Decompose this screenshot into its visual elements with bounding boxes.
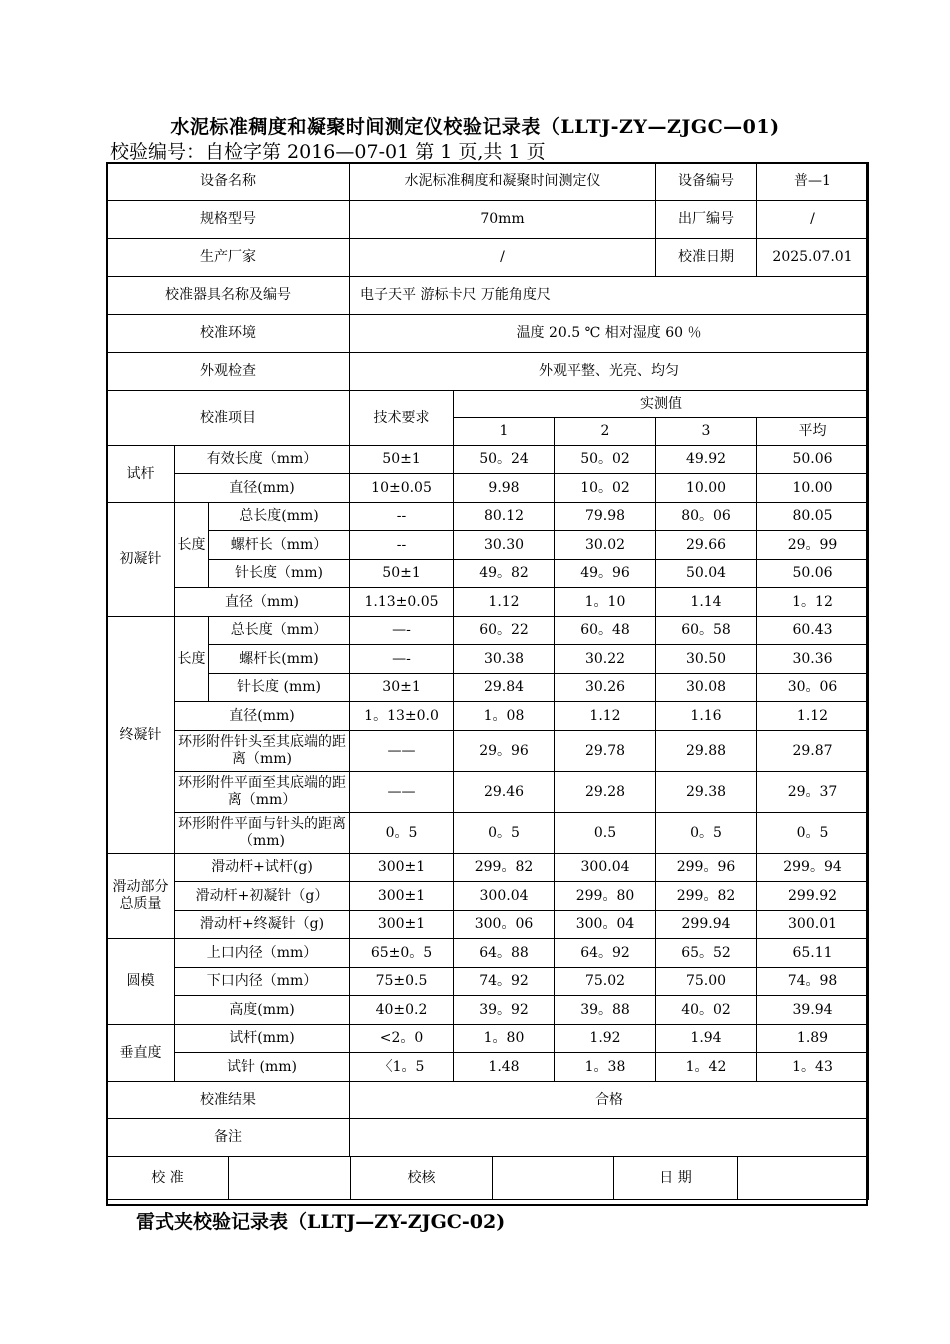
row-value: 30.02 (555, 531, 656, 560)
row-value: 0。5 (656, 813, 757, 854)
row-req: 10±0.05 (350, 474, 454, 503)
row-value: 29.78 (555, 731, 656, 772)
row-name: 高度(mm) (175, 996, 350, 1025)
instruments-label: 校准器具名称及编号 (107, 277, 350, 315)
row-value: 29.84 (454, 674, 555, 702)
row-value: 300.04 (454, 882, 555, 911)
row-value: 30.26 (555, 674, 656, 702)
row-value: 299。82 (454, 854, 555, 882)
info-row-model (107, 201, 869, 239)
row-req: —— (350, 772, 454, 813)
document-title: 水泥标准稠度和凝聚时间测定仪校验记录表（LLTJ-ZY—ZJGC—01) (170, 116, 780, 138)
row-value: 49。82 (454, 560, 555, 588)
row-value: 29.28 (555, 772, 656, 813)
row-value: 74。92 (454, 968, 555, 996)
row-avg: 299.92 (757, 882, 869, 911)
factory-no-label: 出厂编号 (656, 201, 757, 239)
row-avg: 1.89 (757, 1025, 869, 1053)
row-value: 60。58 (656, 617, 757, 645)
maker-value: / (350, 239, 656, 277)
row-value: 300.04 (555, 854, 656, 882)
row-avg: 29.87 (757, 731, 869, 772)
table-row (107, 813, 869, 854)
calibration-record-table (106, 162, 868, 1200)
header-measured: 实测值 (454, 391, 869, 418)
row-req: 40±0.2 (350, 996, 454, 1025)
row-name: 螺杆长(mm) (209, 645, 350, 674)
row-name: 试杆(mm) (175, 1025, 350, 1053)
group-sliding-mass: 滑动部分总质量 (107, 854, 175, 939)
row-name: 试针 (mm) (175, 1053, 350, 1082)
row-value: 10。02 (555, 474, 656, 503)
model-value: 70mm (350, 201, 656, 239)
appearance-label: 外观检查 (107, 353, 350, 391)
row-value: 1.14 (656, 588, 757, 617)
row-name: 针长度（mm) (209, 560, 350, 588)
row-value: 40。02 (656, 996, 757, 1025)
date-field[interactable] (738, 1157, 869, 1200)
header-col-1: 1 (454, 418, 555, 446)
table-row (107, 645, 869, 674)
device-name-value: 水泥标准稠度和凝聚时间测定仪 (350, 163, 656, 201)
row-value: 60。22 (454, 617, 555, 645)
row-req: —- (350, 617, 454, 645)
header-col-3: 3 (656, 418, 757, 446)
row-value: 29.66 (656, 531, 757, 560)
row-value: 300。04 (555, 911, 656, 939)
row-avg: 74。98 (757, 968, 869, 996)
factory-no-value: / (757, 201, 869, 239)
row-value: 29.88 (656, 731, 757, 772)
device-name-label: 设备名称 (107, 163, 350, 201)
row-value: 49。96 (555, 560, 656, 588)
row-value: 80.12 (454, 503, 555, 531)
group-mould: 圆模 (107, 939, 175, 1025)
row-req: 50±1 (350, 446, 454, 474)
row-avg: 300.01 (757, 911, 869, 939)
table-row (107, 617, 869, 645)
row-value: 1.92 (555, 1025, 656, 1053)
row-avg: 299。94 (757, 854, 869, 882)
row-req: 1。13±0.0 (350, 702, 454, 731)
row-name: 直径(mm) (175, 702, 350, 731)
row-avg: 50.06 (757, 560, 869, 588)
row-name: 环形附件平面与针头的距离（mm) (175, 813, 350, 854)
table-row (107, 560, 869, 588)
calibrator-label: 校 准 (107, 1157, 229, 1200)
group-final-needle: 终凝针 (107, 617, 175, 854)
calib-date-label: 校准日期 (656, 239, 757, 277)
row-value: 64。92 (555, 939, 656, 968)
row-name: 螺杆长（mm） (209, 531, 350, 560)
table-row (107, 474, 869, 503)
row-name: 总长度（mm） (209, 617, 350, 645)
row-avg: 0。5 (757, 813, 869, 854)
row-name: 环形附件针头至其底端的距离（mm) (175, 731, 350, 772)
row-value: 29.38 (656, 772, 757, 813)
table-row (107, 531, 869, 560)
next-form-title: 雷式夹校验记录表（LLTJ—ZY-ZJGC-02) (136, 1211, 506, 1233)
row-req: 30±1 (350, 674, 454, 702)
row-req: 65±0。5 (350, 939, 454, 968)
checker-field[interactable] (493, 1157, 614, 1200)
row-req: 300±1 (350, 911, 454, 939)
env-value: 温度 20.5 ℃ 相对湿度 60 ％ (350, 315, 869, 353)
group-rod: 试杆 (107, 446, 175, 503)
row-value: 1.12 (454, 588, 555, 617)
row-value: 10.00 (656, 474, 757, 503)
row-value: 60。48 (555, 617, 656, 645)
row-value: 300。06 (454, 911, 555, 939)
row-value: 1。08 (454, 702, 555, 731)
row-value: 1.94 (656, 1025, 757, 1053)
row-value: 30.50 (656, 645, 757, 674)
row-value: 1。80 (454, 1025, 555, 1053)
row-value: 64。88 (454, 939, 555, 968)
row-value: 79.98 (555, 503, 656, 531)
row-value: 1。38 (555, 1053, 656, 1082)
row-avg: 50.06 (757, 446, 869, 474)
row-avg: 65.11 (757, 939, 869, 968)
row-req: 50±1 (350, 560, 454, 588)
row-avg: 60.43 (757, 617, 869, 645)
calibrator-field[interactable] (229, 1157, 351, 1200)
device-no-label: 设备编号 (656, 163, 757, 201)
info-row-instruments (107, 277, 869, 315)
table-row (107, 1053, 869, 1082)
remark-value[interactable] (350, 1119, 869, 1157)
table-row (107, 996, 869, 1025)
row-name: 下口内径（mm） (175, 968, 350, 996)
row-value: 1。10 (555, 588, 656, 617)
table-row (107, 939, 869, 968)
remark-label: 备注 (107, 1119, 350, 1157)
row-req: 300±1 (350, 854, 454, 882)
row-value: 65。52 (656, 939, 757, 968)
row-req: 〈1。5 (350, 1053, 454, 1082)
table-row (107, 1025, 869, 1053)
date-label: 日 期 (614, 1157, 738, 1200)
row-name: 滑动杆+初凝针（g） (175, 882, 350, 911)
row-req: 75±0.5 (350, 968, 454, 996)
model-label: 规格型号 (107, 201, 350, 239)
maker-label: 生产厂家 (107, 239, 350, 277)
document-subtitle: 校验编号：自检字第 2016—07-01 第 1 页,共 1 页 (110, 141, 546, 163)
table-row (107, 446, 869, 474)
table-row (107, 702, 869, 731)
row-value: 299。80 (555, 882, 656, 911)
group-initial-needle: 初凝针 (107, 503, 175, 617)
row-value: 30.30 (454, 531, 555, 560)
info-row-env (107, 315, 869, 353)
row-avg: 39.94 (757, 996, 869, 1025)
row-avg: 80.05 (757, 503, 869, 531)
row-avg: 30。06 (757, 674, 869, 702)
group-perpendicularity: 垂直度 (107, 1025, 175, 1082)
instruments-value: 电子天平 游标卡尺 万能角度尺 (350, 277, 869, 315)
result-row (107, 1082, 869, 1119)
row-value: 30.38 (454, 645, 555, 674)
row-value: 49.92 (656, 446, 757, 474)
header-col-2: 2 (555, 418, 656, 446)
row-name: 环形附件平面至其底端的距离（mm） (175, 772, 350, 813)
row-value: 0。5 (454, 813, 555, 854)
table-row (107, 911, 869, 939)
row-value: 29.46 (454, 772, 555, 813)
table-row (107, 588, 869, 617)
info-row-appearance (107, 353, 869, 391)
table-row (107, 503, 869, 531)
row-name: 针长度 (mm) (209, 674, 350, 702)
row-req: 1.13±0.05 (350, 588, 454, 617)
row-req: —- (350, 645, 454, 674)
header-row-1 (107, 391, 869, 418)
table-row (107, 968, 869, 996)
row-value: 80。06 (656, 503, 757, 531)
table-row (107, 674, 869, 702)
row-value: 1.48 (454, 1053, 555, 1082)
row-req: 300±1 (350, 882, 454, 911)
calib-date-value: 2025.07.01 (757, 239, 869, 277)
row-value: 29。96 (454, 731, 555, 772)
row-value: 30.22 (555, 645, 656, 674)
row-value: 50.04 (656, 560, 757, 588)
row-value: 299。96 (656, 854, 757, 882)
row-avg: 10.00 (757, 474, 869, 503)
row-value: 9.98 (454, 474, 555, 503)
row-value: 299。82 (656, 882, 757, 911)
row-value: 1.12 (555, 702, 656, 731)
header-item: 校准项目 (107, 391, 350, 446)
device-no-value: 普—1 (757, 163, 869, 201)
row-avg: 29。37 (757, 772, 869, 813)
table-row (107, 854, 869, 882)
result-label: 校准结果 (107, 1082, 350, 1119)
row-req: <2。0 (350, 1025, 454, 1053)
row-value: 75.02 (555, 968, 656, 996)
table-row (107, 731, 869, 772)
row-name: 有效长度（mm） (175, 446, 350, 474)
info-row-device (107, 163, 869, 201)
row-avg: 1。12 (757, 588, 869, 617)
info-row-maker (107, 239, 869, 277)
group-length: 长度 (175, 617, 209, 702)
row-name: 总长度(mm) (209, 503, 350, 531)
table-row (107, 772, 869, 813)
result-value: 合格 (350, 1082, 869, 1119)
row-value: 299.94 (656, 911, 757, 939)
row-value: 75.00 (656, 968, 757, 996)
checker-label: 校核 (351, 1157, 493, 1200)
row-value: 1.16 (656, 702, 757, 731)
row-value: 39。88 (555, 996, 656, 1025)
table-row (107, 882, 869, 911)
row-avg: 30.36 (757, 645, 869, 674)
header-col-avg: 平均 (757, 418, 869, 446)
row-value: 39。92 (454, 996, 555, 1025)
row-req: -- (350, 531, 454, 560)
header-requirement: 技术要求 (350, 391, 454, 446)
row-value: 30.08 (656, 674, 757, 702)
row-req: -- (350, 503, 454, 531)
row-req: 0。5 (350, 813, 454, 854)
row-avg: 29。99 (757, 531, 869, 560)
row-value: 50。02 (555, 446, 656, 474)
row-req: —— (350, 731, 454, 772)
signature-row (107, 1157, 869, 1200)
row-name: 滑动杆+终凝针（g) (175, 911, 350, 939)
row-value: 1。42 (656, 1053, 757, 1082)
row-value: 50。24 (454, 446, 555, 474)
appearance-value: 外观平整、光亮、均匀 (350, 353, 869, 391)
row-avg: 1.12 (757, 702, 869, 731)
env-label: 校准环境 (107, 315, 350, 353)
row-name: 直径（mm) (175, 588, 350, 617)
row-name: 直径(mm) (175, 474, 350, 503)
row-avg: 1。43 (757, 1053, 869, 1082)
group-length: 长度 (175, 503, 209, 588)
row-value: 0.5 (555, 813, 656, 854)
row-name: 滑动杆+试杆(g) (175, 854, 350, 882)
row-name: 上口内径（mm） (175, 939, 350, 968)
remark-row (107, 1119, 869, 1157)
